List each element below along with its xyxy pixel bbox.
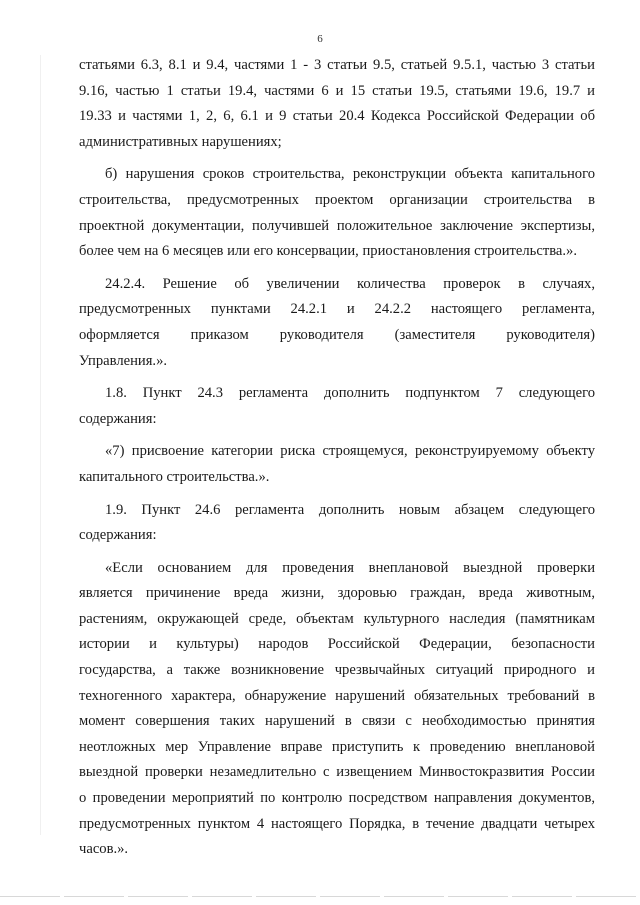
text-line: Управления.».	[79, 352, 168, 369]
text-line: истории и культуры) народов Российской Федерации, безопасности	[79, 636, 595, 653]
text-line: 19.33 и частями 1, 2, 6, 6.1 и 9 статьи 20.4 Кодекса Российской Федерации об	[79, 108, 595, 125]
text-line: статьями 6.3, 8.1 и 9.4, частями 1 - 3 статьи 9.5, статьей 9.5.1, частью 3 статьи	[79, 57, 595, 73]
text-line: растениям, окружающей среде, объектам культурного наследия (памятникам	[79, 610, 595, 627]
paragraph-p3	[79, 381, 595, 432]
text-line: 9.16, частью 1 статьи 19.4, частями 6 и 15 статьи 19.5, статьями 19.6, 19.7 и	[79, 82, 595, 99]
paragraph-p5	[79, 498, 595, 549]
page-number: 6	[317, 33, 323, 45]
text-line: неотложных мер Управление вправе приступить к проведению внеплановой	[79, 738, 595, 755]
text-line: 1.8. Пункт 24.3 регламента дополнить подпунктом 7 следующего	[105, 385, 595, 402]
text-line: административных нарушениях;	[79, 133, 282, 150]
text-line: о проведении мероприятий по контролю посредством направления документов,	[79, 790, 595, 807]
text-line: «Если основанием для проведения внеплановой выездной проверки	[105, 559, 595, 576]
text-line: содержания:	[79, 527, 157, 544]
text-line: часов.».	[79, 841, 129, 858]
text-line: строительства, предусмотренных проектом организации строительства в	[79, 191, 595, 208]
paragraph-p4	[79, 439, 595, 490]
text-line: государства, а также возникновение чрезвычайных ситуаций природного и	[79, 662, 595, 679]
text-line: 1.9. Пункт 24.6 регламента дополнить новым абзацем следующего	[105, 501, 595, 518]
text-line: выездной проверки незамедлительно с извещением Минвостокразвития России	[79, 764, 595, 781]
scan-bottom-edge	[0, 896, 640, 897]
text-line: «7) присвоение категории риска строящемуся, реконструируемому объекту	[105, 443, 595, 460]
text-line: более чем на 6 месяцев или его консервации, приостановления строительства.».	[79, 243, 577, 260]
text-line: 24.2.4. Решение об увеличении количества проверок в случаях,	[105, 275, 595, 292]
text-line: предусмотренных пунктом 4 настоящего Порядка, в течение двадцати четырех	[79, 815, 595, 832]
scan-margin-line	[40, 55, 41, 835]
text-line: является причинение вреда жизни, здоровью граждан, вреда животным,	[79, 585, 595, 602]
text-line: б) нарушения сроков строительства, реконструкции объекта капитального	[105, 166, 595, 183]
paragraph-p1	[79, 162, 595, 264]
text-line: момент совершения таких нарушений в связи с необходимостью принятия	[79, 713, 595, 730]
text-line: капитального строительства.».	[79, 468, 270, 485]
paragraph-p0	[79, 53, 595, 155]
paragraph-p6	[79, 556, 595, 863]
document-body	[79, 53, 595, 863]
text-line: техногенного характера, обнаружение нарушений обязательных требований в	[79, 687, 595, 704]
text-line: проектной документации, получившей положительное заключение экспертизы,	[79, 217, 595, 234]
paragraph-p2	[79, 272, 595, 374]
text-line: содержания:	[79, 410, 157, 427]
text-line: оформляется приказом руководителя (заместителя руководителя)	[79, 326, 595, 343]
text-line: предусмотренных пунктами 24.2.1 и 24.2.2 настоящего регламента,	[79, 301, 595, 318]
